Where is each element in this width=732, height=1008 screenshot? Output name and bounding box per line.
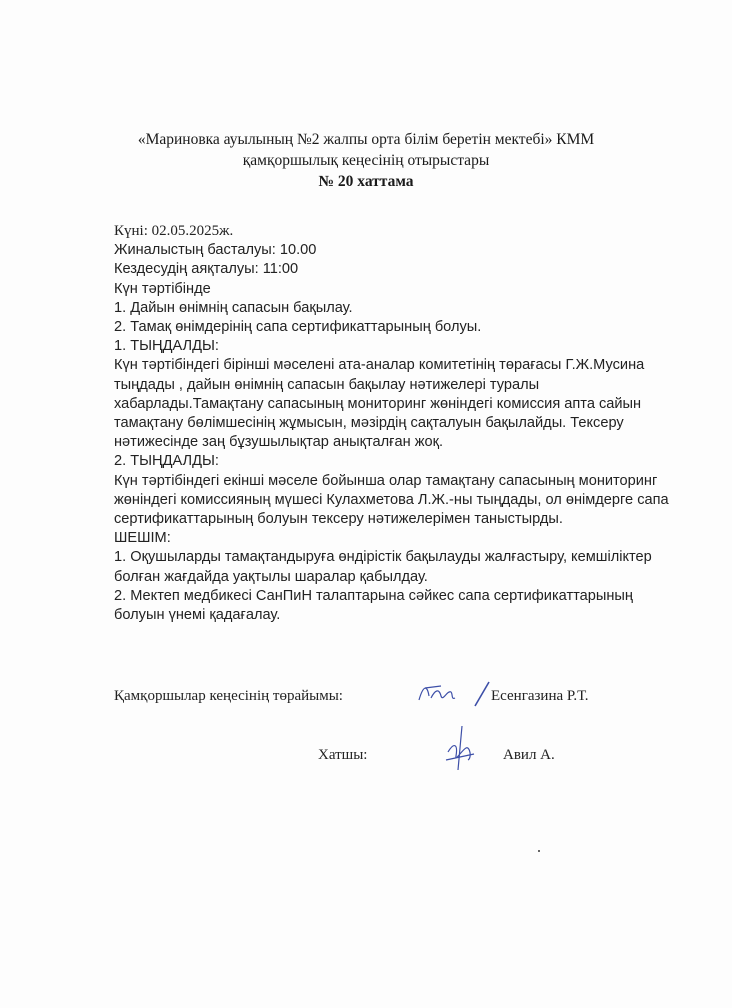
agenda-item: 1. Дайын өнімнің сапасын бақылау. — [114, 299, 353, 316]
agenda-title: Күн тәртібінде — [114, 280, 211, 297]
council-title: қамқоршылық кеңесінің отырыстары — [242, 152, 490, 169]
chair-signature — [415, 676, 495, 710]
decision-item: 2. Мектеп медбикесі СанПиН талаптарына сәйкес сапа сертификаттарының болуын үнемі қадағалау. — [114, 587, 633, 624]
meeting-end: Кездесудің аяқталуы: 11:00 — [114, 261, 299, 278]
heard2-text: Күн тәртібіндегі екінші мәселе бойынша олар тамақтану сапасының мониторинг жөніндегі комиссияның мүшесі Кулахметова Л.Ж.-ны тыңдады, ол өнімдерге сапа сертификаттарының болуын тексеру нәтижелерімен таныстырды. — [114, 472, 669, 528]
meeting-date: Күні: 02.05.2025ж. — [114, 223, 234, 239]
decision-title: ШЕШІМ: — [114, 530, 171, 547]
decision-item: 1. Оқушыларды тамақтандыруға өндірістік бақылауды жалғастыру, кемшіліктер болған жағдайда уақтылы шаралар қабылдау. — [114, 549, 652, 585]
heard1-title: 1. ТЫҢДАЛДЫ: — [114, 338, 219, 355]
chair-name: Есенгазина Р.Т. — [491, 688, 589, 704]
heard1-text: Күн тәртібіндегі бірінші мәселені ата-аналар комитетінің төрағасы Г.Ж.Мусина тыңдады , дайын өнімнің сапасын бақылау нәтижелері туралы хабарлады.Тамақтану сапасының мониторинг жөніндегі комиссия апта сайын тамақтану бөлімшесінің жұмысын, мәзірдің сақталуын бақылайды. Тексеру нәтижесінде заң бұзушылықтар анықталған жоқ. — [114, 357, 645, 451]
agenda-item: 2. Тамақ өнімдерінің сапа сертификаттарының болуы. — [114, 319, 482, 336]
protocol-number: № 20 хаттама — [318, 173, 414, 190]
scan-speck — [538, 850, 540, 852]
secretary-label: Хатшы: — [318, 747, 368, 763]
document-body — [114, 222, 674, 625]
meeting-start: Жиналыстың басталуы: 10.00 — [114, 242, 317, 259]
document-header — [0, 129, 732, 192]
secretary-signature — [440, 724, 480, 774]
secretary-name: Авил А. — [503, 747, 555, 763]
heard2-title: 2. ТЫҢДАЛДЫ: — [114, 453, 219, 470]
school-name: «Мариновка ауылының №2 жалпы орта білім беретін мектебі» КММ — [137, 131, 595, 148]
chair-label: Қамқоршылар кеңесінің төрайымы: — [114, 688, 343, 704]
